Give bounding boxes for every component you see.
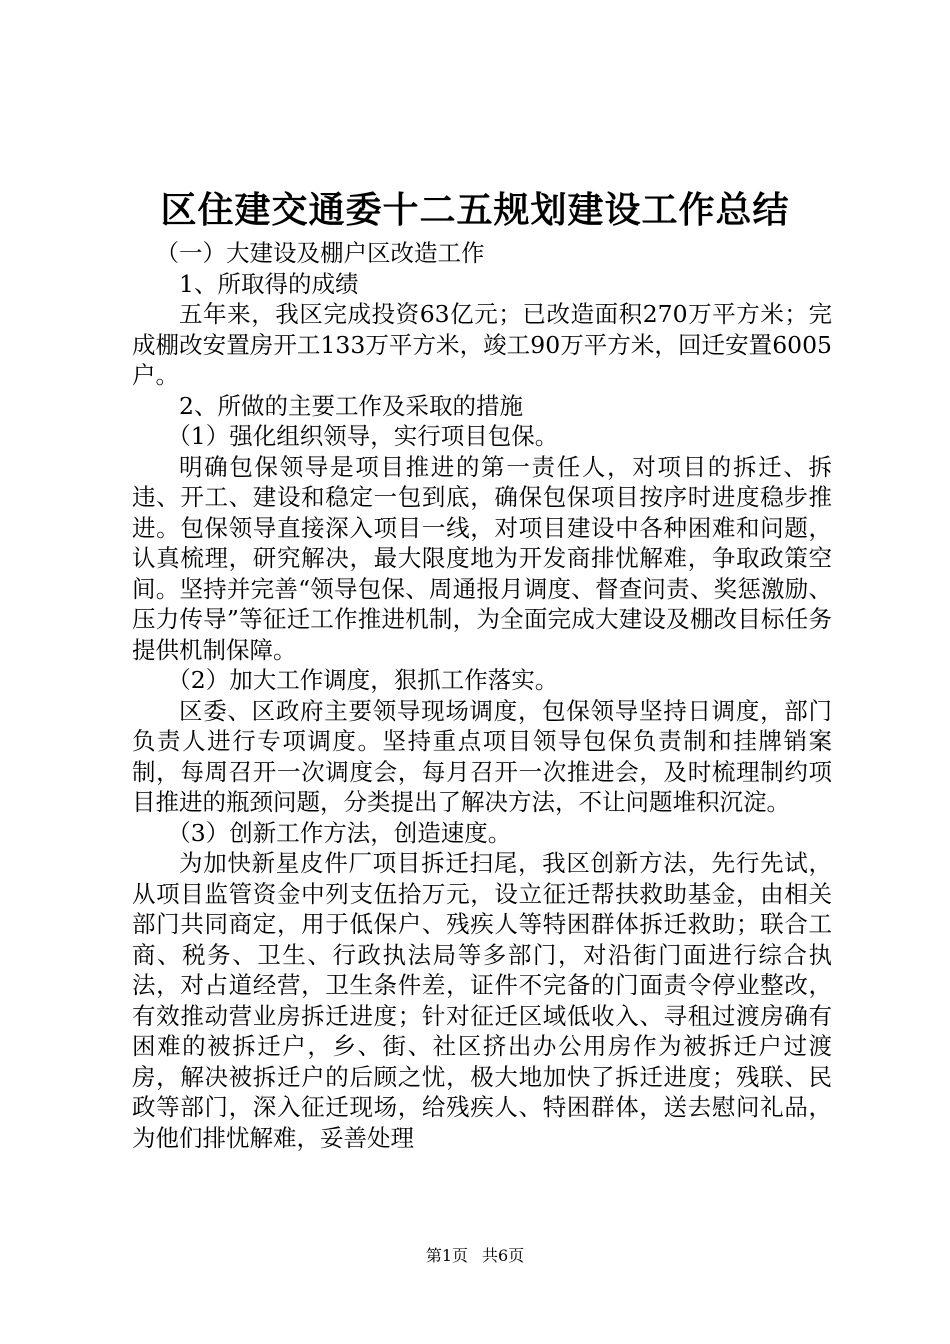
- page-number: 第1页: [425, 1246, 468, 1265]
- item-heading: （2）加大工作调度，狠抓工作落实。: [167, 666, 559, 694]
- item-heading: （1）强化组织领导，实行项目包保。: [167, 422, 559, 450]
- body-paragraph: 明确包保领导是项目推进的第一责任人，对项目的拆迁、拆违、开工、建设和稳定一包到底，确保包保项目按序时进度稳步推进。包保领导直接深入项目一线，对项目建设中各种困难和问题，认真梳理，研究解决，最大限度地为开发商排忧解难，争取政策空间。坚持并完善“领导包保、周通报月调度、督查问责、奖惩激励、压力传导”等征迁工作推进机制，为全面完成大建设及棚改目标任务提供机制保障。: [132, 452, 832, 664]
- document-body: [132, 238, 832, 1153]
- body-paragraph: 为加快新星皮件厂项目拆迁扫尾，我区创新方法，先行先试，从项目监管资金中列支伍拾万元，设立征迁帮扶救助基金，由相关部门共同商定，用于低保户、残疾人等特困群体拆迁救助；联合工商、税务、卫生、行政执法局等多部门，对沿街门面进行综合执法，对占道经营，卫生条件差，证件不完备的门面责令停业整改，有效推动营业房拆迁进度；针对征迁区域低收入、寻租过渡房确有困难的被拆迁户，乡、街、社区挤出办公用房作为被拆迁户过渡房，解决被拆迁户的后顾之忧，极大地加快了拆迁进度；残联、民政等部门，深入征迁现场，给残疾人、特困群体，送去慰问礼品，为他们排忧解难，妥善处理: [132, 849, 832, 1152]
- document-title: 区住建交通委十二五规划建设工作总结: [160, 189, 790, 231]
- page-footer: [0, 1244, 950, 1268]
- body-paragraph: 五年来，我区完成投资63亿元；已改造面积270万平方米；完成棚改安置房开工133万平方米，竣工90万平方米，回迁安置6005户。: [132, 300, 832, 389]
- subsection-heading: 1、所取得的成绩: [179, 269, 359, 298]
- item-heading: （3）创新工作方法，创造速度。: [167, 818, 512, 847]
- page-total: 共6页: [482, 1246, 525, 1265]
- body-paragraph: 区委、区政府主要领导现场调度，包保领导坚持日调度，部门负责人进行专项调度。坚持重点项目领导包保负责制和挂牌销案制，每周召开一次调度会，每月召开一次推进会，及时梳理制约项目推进的瓶颈问题，分类提出了解决方法，不让问题堆积沉淀。: [132, 696, 832, 816]
- section-heading: （一）大建设及棚户区改造工作: [155, 239, 485, 267]
- subsection-heading: 2、所做的主要工作及采取的措施: [179, 391, 523, 420]
